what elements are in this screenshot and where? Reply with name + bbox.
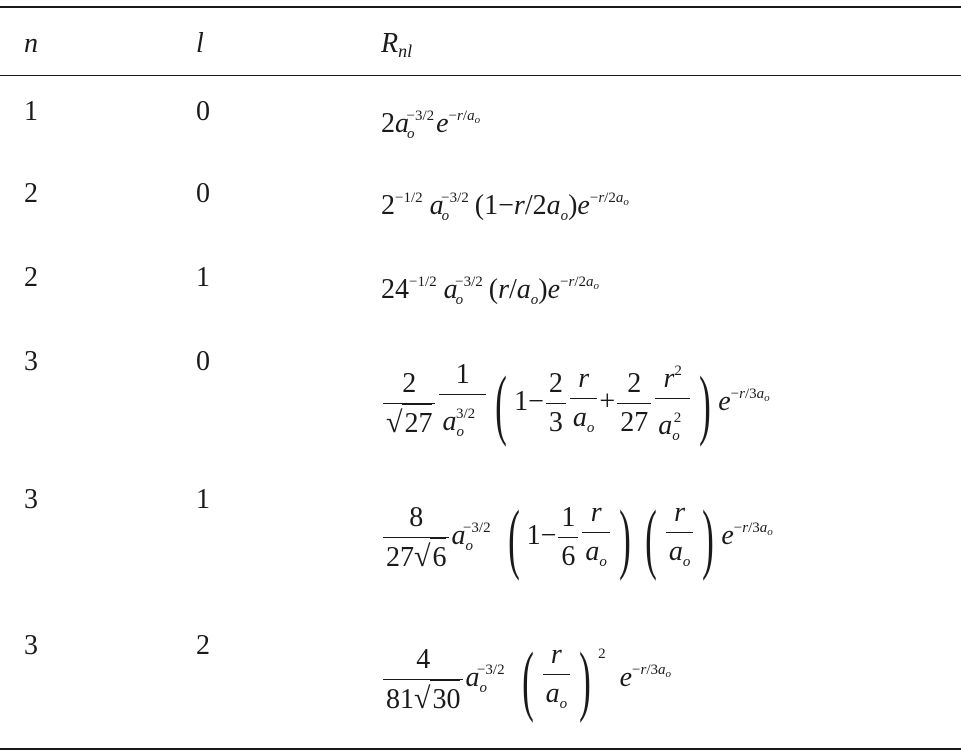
row-4-n: 3 xyxy=(24,346,38,377)
row-2-l: 0 xyxy=(196,178,210,209)
row-3-formula: $24^{-1/2}$ $a_o^{-3/2}$ $(r/a_o)e^{-r/2a_o}$ xyxy=(381,274,600,308)
row-5-l: 1 xyxy=(196,484,210,515)
row-5-n: 3 xyxy=(24,484,38,515)
row-2-n: 2 xyxy=(24,178,38,209)
row-3-l: 1 xyxy=(196,262,210,293)
header-n: n xyxy=(24,28,38,59)
row-6-formula: $\frac{4}{81√30}$ $a_o^{-3/2}$ ( $\frac{r}{a_o}$ ) $^2$ $e^{-r/3a_o}$ xyxy=(381,636,671,723)
row-4-formula: $\frac{2}{√27}$ $\frac{1}{a_o^{3/2}}$ ( 1− $\frac{2}{3}$ $\frac{r}{a_o}$ + $\frac{2}{27}$ $\frac{r^2}{a_o^2}$ ) $e^{-r/3a_o}$ xyxy=(381,352,770,455)
row-5-formula: $\frac{8}{27√6}$ $a_o^{-3/2}$ ( 1− $\frac{1}{6}$ $\frac{r}{a_o}$ ) ( $\frac{r}{a_o}$ ) $e^{-r/3a_o}$ xyxy=(381,494,773,581)
row-1-l: 0 xyxy=(196,96,210,127)
header-r-symbol: R xyxy=(381,28,399,59)
row-3-n: 2 xyxy=(24,262,38,293)
row-2-formula: $2^{-1/2}$ $a_o^{-3/2}$ $(1-r/2a_o)e^{-r/2a_o}$ xyxy=(381,190,629,224)
row-4-l: 0 xyxy=(196,346,210,377)
header-rule xyxy=(0,75,961,76)
row-6-n: 3 xyxy=(24,630,38,661)
header-l: l xyxy=(196,28,204,59)
top-rule xyxy=(0,6,961,8)
header-r-subscript: nl xyxy=(398,41,413,61)
row-1-n: 1 xyxy=(24,96,38,127)
header-rnl xyxy=(381,28,412,67)
row-1-formula: $2a_o^{-3/2}e^{-r/a_o}$ xyxy=(381,108,481,142)
row-6-l: 2 xyxy=(196,630,210,661)
bottom-rule xyxy=(0,748,961,750)
